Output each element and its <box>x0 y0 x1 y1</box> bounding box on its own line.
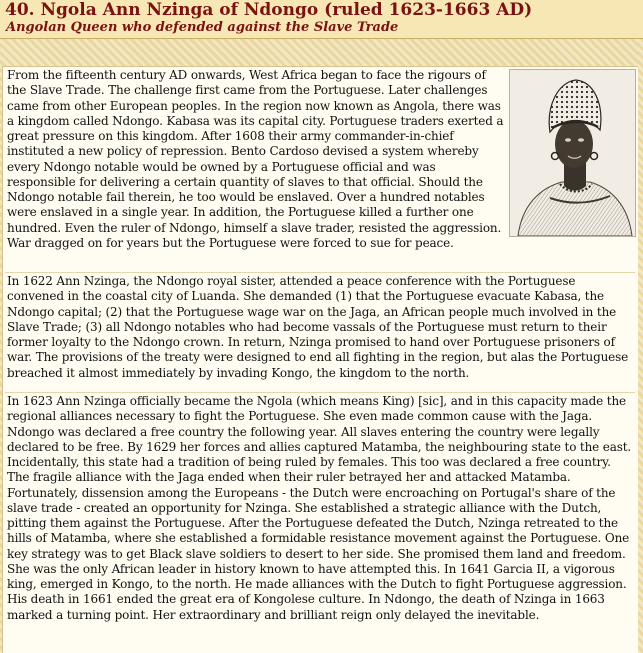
decorative-stripe <box>0 39 643 67</box>
article-content <box>2 66 638 653</box>
portrait-engraving-icon <box>510 70 635 236</box>
article-header <box>0 0 643 39</box>
paragraph-divider <box>5 392 635 393</box>
article-subtitle: Angolan Queen who defended against the Slave Trade <box>6 20 399 35</box>
paragraph-3: In 1623 Ann Nzinga officially became the Ngola (which means King) [sic], and in this capacity made the regional alliances necessary to fight the Portuguese. She even made common cause with the Jaga. Ndongo was declared a free country the following year. All slaves entering the country were legally declared to be free. By 1629 her forces and allies captured Matamba, the neighbouring state to the east. Incidentally, this state had a tradition of being ruled by females. This too was declared a free country. The fragile alliance with the Jaga ended when their ruler betrayed her and attacked Matamba. Fortunately, dissension among the Europeans - the Dutch were encroaching on Portugal's share of the slave trade - created an opportunity for Nzinga. She established a strategic alliance with the Dutch, pitting them against the Portuguese. After the Portuguese defeated the Dutch, Nzinga retreated to the hills of Matamba, where she established a formidable resistance movement against the Portuguese. One key strategy was to get Black slave soldiers to desert to her side. She promised them land and freedom. She was the only African leader in history known to have attempted this. In 1641 Garcia II, a vigorous king, emerged in Kongo, to the north. He made alliances with the Dutch to fight Portuguese aggression. His death in 1661 ended the great era of Kongolese culture. In Ndongo, the death of Nzinga in 1663 marked a turning point. Her extraordinary and brilliant reign only delayed the inevitable. <box>7 394 632 622</box>
decorative-border-right <box>638 39 643 653</box>
portrait-image <box>509 69 636 237</box>
article-title: 40. Ngola Ann Nzinga of Ndongo (ruled 1623-1663 AD) <box>5 0 533 20</box>
paragraph-2: In 1622 Ann Nzinga, the Ndongo royal sister, attended a peace conference with the Portuguese convened in the coastal city of Luanda. She demanded (1) that the Portuguese evacuate Kabasa, the Ndongo capital; (2) that the Portuguese wage war on the Jaga, an African people much involved in the Slave Trade; (3) all Ndongo notables who had become vassals of the Portuguese must return to their former loyalty to the Ndongo crown. In return, Nzinga promised to hand over Portuguese prisoners of war. The provisions of the treaty were designed to end all fighting in the region, but alas the Portuguese breached it almost immediately by invading Kongo, the kingdom to the north. <box>7 274 629 380</box>
paragraph-divider <box>5 272 635 273</box>
paragraph-1: From the fifteenth century AD onwards, West Africa began to face the rigours of the Slave Trade. The challenge first came from the Portuguese. Later challenges came from other European peoples. In the region now known as Angola, there was a kingdom called Ndongo. Kabasa was its capital city. Portuguese traders exerted a great pressure on this kingdom. After 1608 their army commander-in-chief instituted a new policy of repression. Bento Cardoso devised a system whereby every Ndongo notable would be owned by a Portuguese official and was responsible for delivering a certain quantity of slaves to that official. Should the Ndongo notable fail therein, he too would be enslaved. Over a hundred notables were enslaved in a single year. In addition, the Portuguese killed a further one hundred. Even the ruler of Ndongo, himself a slave trader, resisted the aggression. War dragged on for years but the Portuguese were forced to sue for peace. <box>7 68 504 250</box>
